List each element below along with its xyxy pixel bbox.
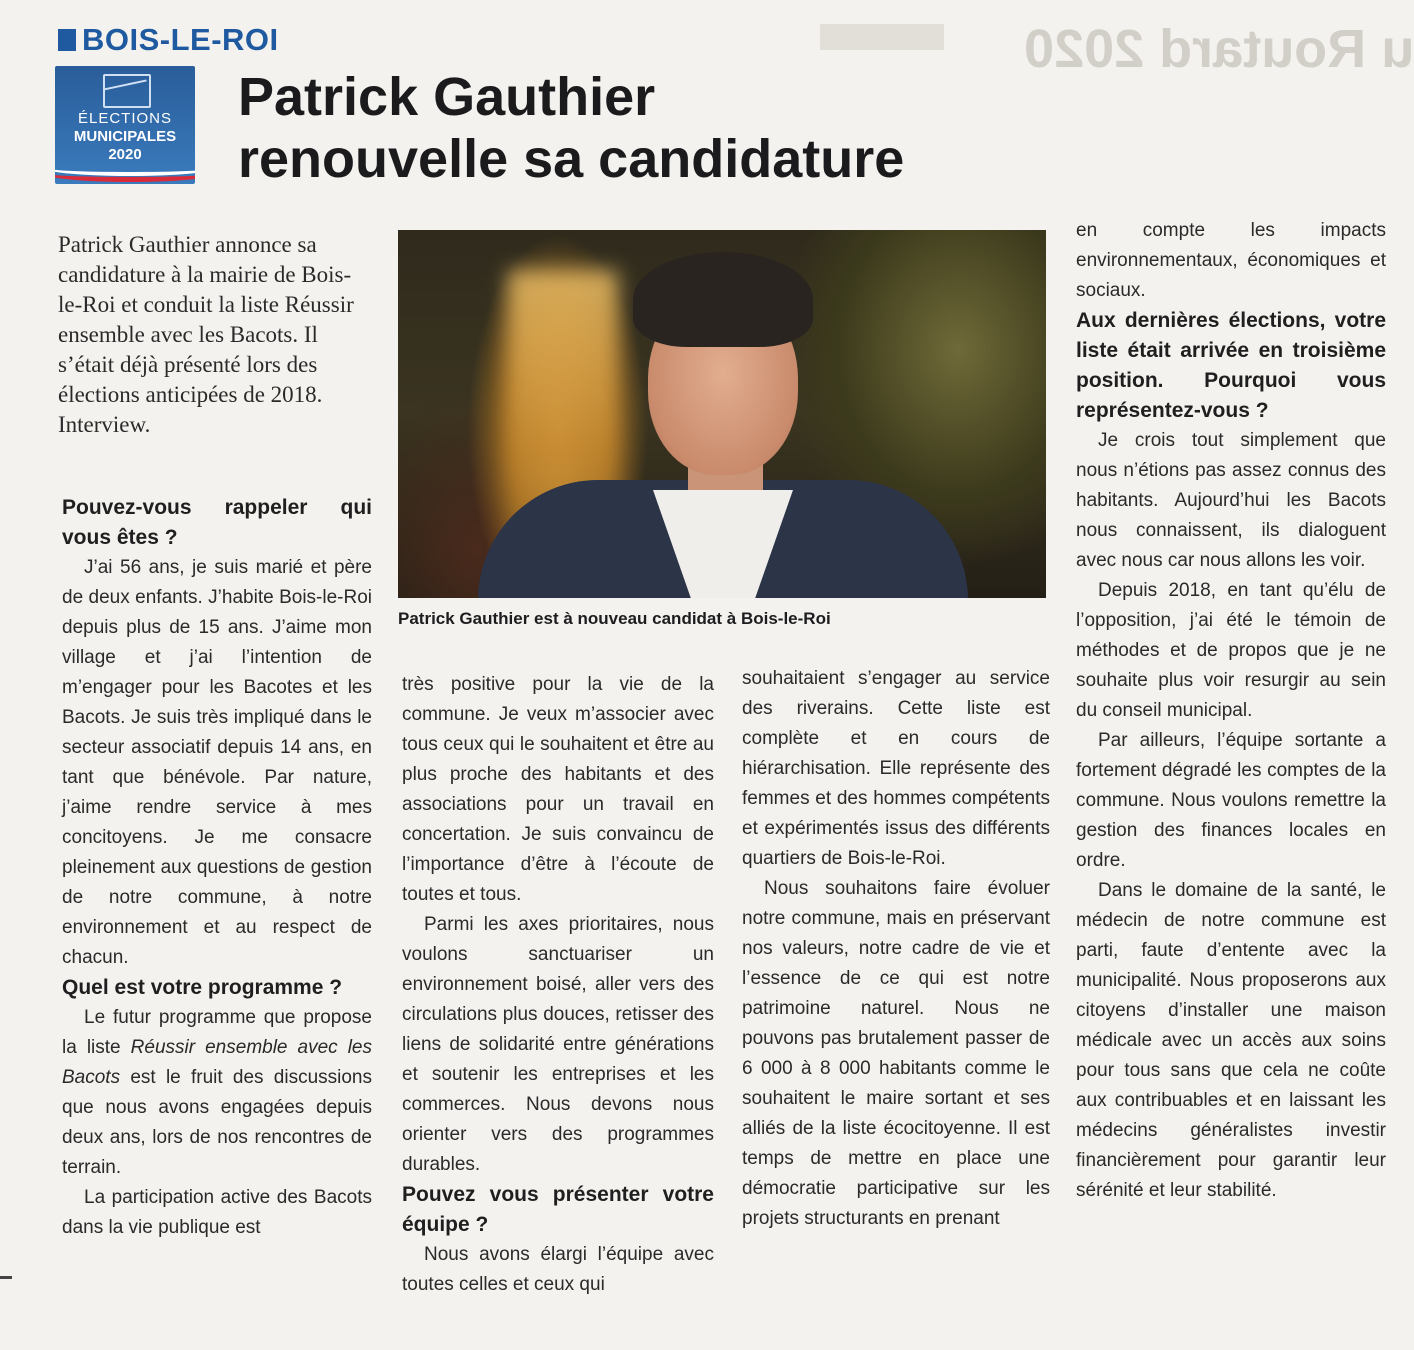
rubric-label: BOIS-LE-ROI (82, 22, 279, 57)
photo-hair (633, 252, 813, 347)
question-heading: Pouvez vous présenter votre équipe ? (402, 1183, 714, 1236)
bleed-through-title: u Routard 2020 (1023, 19, 1414, 79)
article-column-2 (402, 670, 714, 1300)
logo-line-2: MUNICIPALES (73, 128, 177, 145)
headline-line-2: renouvelle sa candidature (238, 129, 905, 189)
answer-paragraph: Nous souhaitons faire évoluer notre commune, mais en préservant nos valeurs, notre cadre de vie et l’essence de ce qui est notre patrimoine naturel. Nous ne pouvons pas brutalement passer de 6 000 à 8 000 habitants comme le souhaitent le maire sortant et ses alliés de la liste écocitoyenne. Il est temps de mettre en place une démocratie participative sur les projets structurants en prenant (742, 878, 1050, 1229)
article-headline (238, 66, 1198, 190)
answer-paragraph: Dans le domaine de la santé, le médecin de notre commune est parti, faute d’entente avec la municipalité. Nous proposerons aux citoyens d’installer une maison médicale avec un accès aux soins pour tous sans que cela ne coûte aux contribuables et en laissant les médecins généralistes investir financièrement pour garantir leur sérénité et leur stabilité. (1076, 880, 1386, 1201)
answer-paragraph: Parmi les axes prioritaires, nous voulons sanctuariser un environnement boisé, aller vers des circulations plus douces, retisser des liens de solidarité entre générations et soutenir les entreprises et les commerces. Nous devons nous orienter vers des programmes durables. (402, 914, 714, 1175)
question-heading: Aux dernières élections, votre liste était arrivée en troisième position. Pourquoi vous représentez-vous ? (1076, 309, 1386, 422)
answer-paragraph: J’ai 56 ans, je suis marié et père de deux enfants. J’habite Bois-le-Roi depuis plus de 15 ans. J’aime mon village et j’ai l’intention de m’engager pour les Bacotes et les Bacots. Je suis très impliqué dans le secteur associatif depuis 14 ans, en tant que bénévole. Par nature, j’aime rendre service à mes concitoyens. Je me consacre pleinement aux questions de gestion de notre commune, à notre environnement et au respect de chacun. (62, 557, 372, 968)
question-heading: Quel est votre programme ? (62, 976, 343, 999)
answer-paragraph: souhaitaient s’engager au service des riverains. Cette liste est complète et en cours de hiérarchisation. Elle représente des femmes et des hommes compétents et expérimentés issus des différents quartiers de Bois-le-Roi. (742, 668, 1050, 869)
ballot-box-icon (103, 74, 151, 108)
logo-line-3: 2020 (108, 146, 142, 163)
answer-paragraph: Je crois tout simplement que nous n’étions pas assez connus des habitants. Aujourd’hui les Bacots nous connaissent, ils dialoguent avec nous car nous allons les voir. (1076, 430, 1386, 571)
article-column-1 (62, 493, 372, 1243)
answer-paragraph: Par ailleurs, l’équipe sortante a fortement dégradé les comptes de la commune. Nous voulons remettre la gestion des finances locales en ordre. (1076, 730, 1386, 871)
article-lede: Patrick Gauthier annonce sa candidature à la mairie de Bois-le-Roi et conduit la liste Réussir ensemble avec les Bacots. Il s’était déjà présenté lors des élections anticipées de 2018. Interview. (58, 232, 354, 437)
rubric-square-icon (58, 29, 76, 51)
answer-paragraph: Depuis 2018, en tant qu’élu de l’opposition, j’ai été le témoin de méthodes et de propos que je ne souhaite plus voir resurgir au sein du conseil municipal. (1076, 580, 1386, 721)
bleed-through-tag (820, 24, 944, 50)
candidate-photo (398, 230, 1046, 598)
answer-text: Le futur programme que propose la liste (62, 1007, 372, 1058)
section-rubric (58, 22, 279, 58)
photo-caption: Patrick Gauthier est à nouveau candidat à Bois-le-Roi (398, 609, 831, 628)
answer-paragraph (62, 1003, 372, 1183)
question-heading: Pouvez-vous rappeler qui vous êtes ? (62, 496, 372, 549)
headline-line-1: Patrick Gauthier (238, 67, 656, 127)
answer-paragraph: La participation active des Bacots dans la vie publique est (62, 1187, 372, 1238)
answer-paragraph: Nous avons élargi l’équipe avec toutes celles et ceux qui (402, 1244, 714, 1295)
logo-line-1: ÉLECTIONS (77, 110, 173, 127)
logo-red-wave (55, 165, 195, 182)
answer-text: est le fruit des discussions que nous avons engagées depuis deux ans, lors de nos rencontres de terrain. (62, 1067, 372, 1178)
list-name-italic: Réussir ensemble avec les Bacots (62, 1037, 373, 1088)
page-edge-mark (0, 1276, 12, 1279)
article-column-4 (1076, 216, 1386, 1206)
article-column-3 (742, 664, 1050, 1234)
answer-paragraph: très positive pour la vie de la commune. Je veux m’associer avec tous ceux qui le souhaitent et être au plus proche des habitants et des associations pour un travail en concertation. Je suis convaincu de l’importance d’être à l’écoute de toutes et tous. (402, 674, 714, 905)
answer-paragraph: en compte les impacts environnementaux, économiques et sociaux. (1076, 220, 1386, 301)
elections-municipales-logo (55, 66, 195, 184)
